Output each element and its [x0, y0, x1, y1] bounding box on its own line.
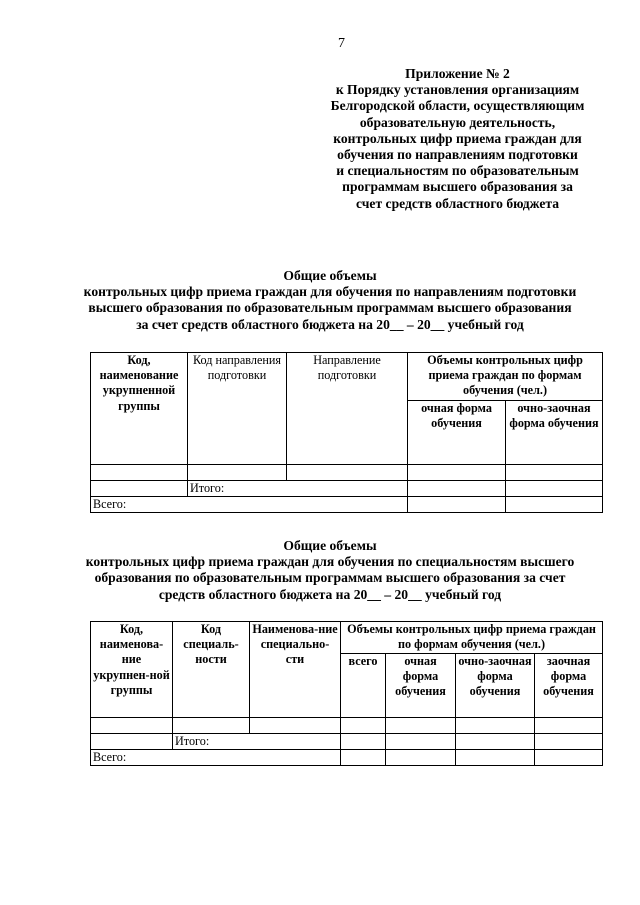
- section1-title-line: Общие объемы: [283, 268, 377, 283]
- total-label: Всего:: [91, 750, 341, 766]
- table-cell: [456, 718, 535, 734]
- specialties-table: [90, 621, 603, 766]
- section1-title-line: за счет средств областного бюджета на 20__ – 20__ учебный год: [136, 316, 524, 332]
- table-cell: [386, 718, 456, 734]
- header-direction: Направление подготовки: [287, 353, 408, 465]
- table-cell: [91, 481, 188, 497]
- appendix-line: контрольных цифр приема граждан для: [333, 130, 582, 146]
- table-cell: [341, 750, 386, 766]
- table-cell: [506, 481, 603, 497]
- table-cell: [456, 734, 535, 750]
- header-group: Код, наименование укрупненной группы: [91, 353, 188, 465]
- section1-title-line: контрольных цифр приема граждан для обучения по направлениям подготовки: [83, 284, 577, 300]
- section2-title-line: средств областного бюджета на 20__ – 20__ учебный год: [158, 586, 502, 602]
- table-cell: [91, 734, 173, 750]
- table-cell: [173, 718, 250, 734]
- header-full-time: очная форма обучения: [408, 401, 506, 465]
- table-cell: [188, 465, 287, 481]
- header-volumes: Объемы контрольных цифр приема граждан по формам обучения (чел.): [341, 622, 603, 654]
- table-cell: [408, 465, 506, 481]
- appendix-line: программам высшего образования за: [342, 179, 573, 195]
- header-full-time: очная форма обучения: [386, 654, 456, 718]
- section1-title-line: высшего образования по образовательным программам высшего образования: [88, 300, 572, 316]
- table-cell: [456, 750, 535, 766]
- table-cell: [386, 750, 456, 766]
- table-cell: [506, 497, 603, 513]
- table-cell: [408, 497, 506, 513]
- appendix-line: Белгородской области, осуществляющим: [330, 98, 585, 114]
- table-cell: [408, 481, 506, 497]
- page-number: 7: [338, 36, 345, 51]
- table-cell: [506, 465, 603, 481]
- table-cell: [341, 718, 386, 734]
- appendix-line: к Порядку установления организациям: [335, 82, 580, 98]
- header-specialty-name: Наименова-ние специально-сти: [250, 622, 341, 718]
- table-cell: [287, 465, 408, 481]
- table-cell: [386, 734, 456, 750]
- total-label: Всего:: [91, 497, 408, 513]
- subtotal-label: Итого:: [188, 481, 408, 497]
- header-part-time: очно-заочная форма обучения: [506, 401, 603, 465]
- appendix-line: обучения по направлениям подготовки: [337, 147, 578, 163]
- directions-table: [90, 352, 603, 513]
- section2-title: [60, 538, 600, 603]
- header-group: Код, наименова-ние укрупнен-ной группы: [91, 622, 173, 718]
- subtotal-label: Итого:: [173, 734, 341, 750]
- header-specialty-code: Код специаль-ности: [173, 622, 250, 718]
- appendix-header: [310, 66, 605, 212]
- section1-title: [60, 268, 600, 333]
- header-part-time: очно-заочная форма обучения: [456, 654, 535, 718]
- header-extramural: заочная форма обучения: [535, 654, 603, 718]
- table-cell: [250, 718, 341, 734]
- appendix-line: Приложение № 2: [405, 66, 510, 81]
- table-cell: [341, 734, 386, 750]
- table-cell: [91, 465, 188, 481]
- section2-title-line: контрольных цифр приема граждан для обучения по специальностям высшего: [85, 554, 575, 570]
- header-all: всего: [341, 654, 386, 718]
- section2-title-line: образования по образовательным программам высшего образования за счет: [94, 570, 566, 586]
- table-cell: [535, 734, 603, 750]
- appendix-line: образовательную деятельность,: [359, 114, 556, 130]
- table-cell: [535, 718, 603, 734]
- table-cell: [91, 718, 173, 734]
- appendix-line: и специальностям по образовательным: [336, 163, 579, 179]
- header-direction-code: Код направления подготовки: [188, 353, 287, 465]
- table-cell: [535, 750, 603, 766]
- section2-title-line: Общие объемы: [283, 538, 377, 553]
- appendix-line: счет средств областного бюджета: [356, 195, 559, 211]
- header-volumes: Объемы контрольных цифр приема граждан по формам обучения (чел.): [408, 353, 603, 401]
